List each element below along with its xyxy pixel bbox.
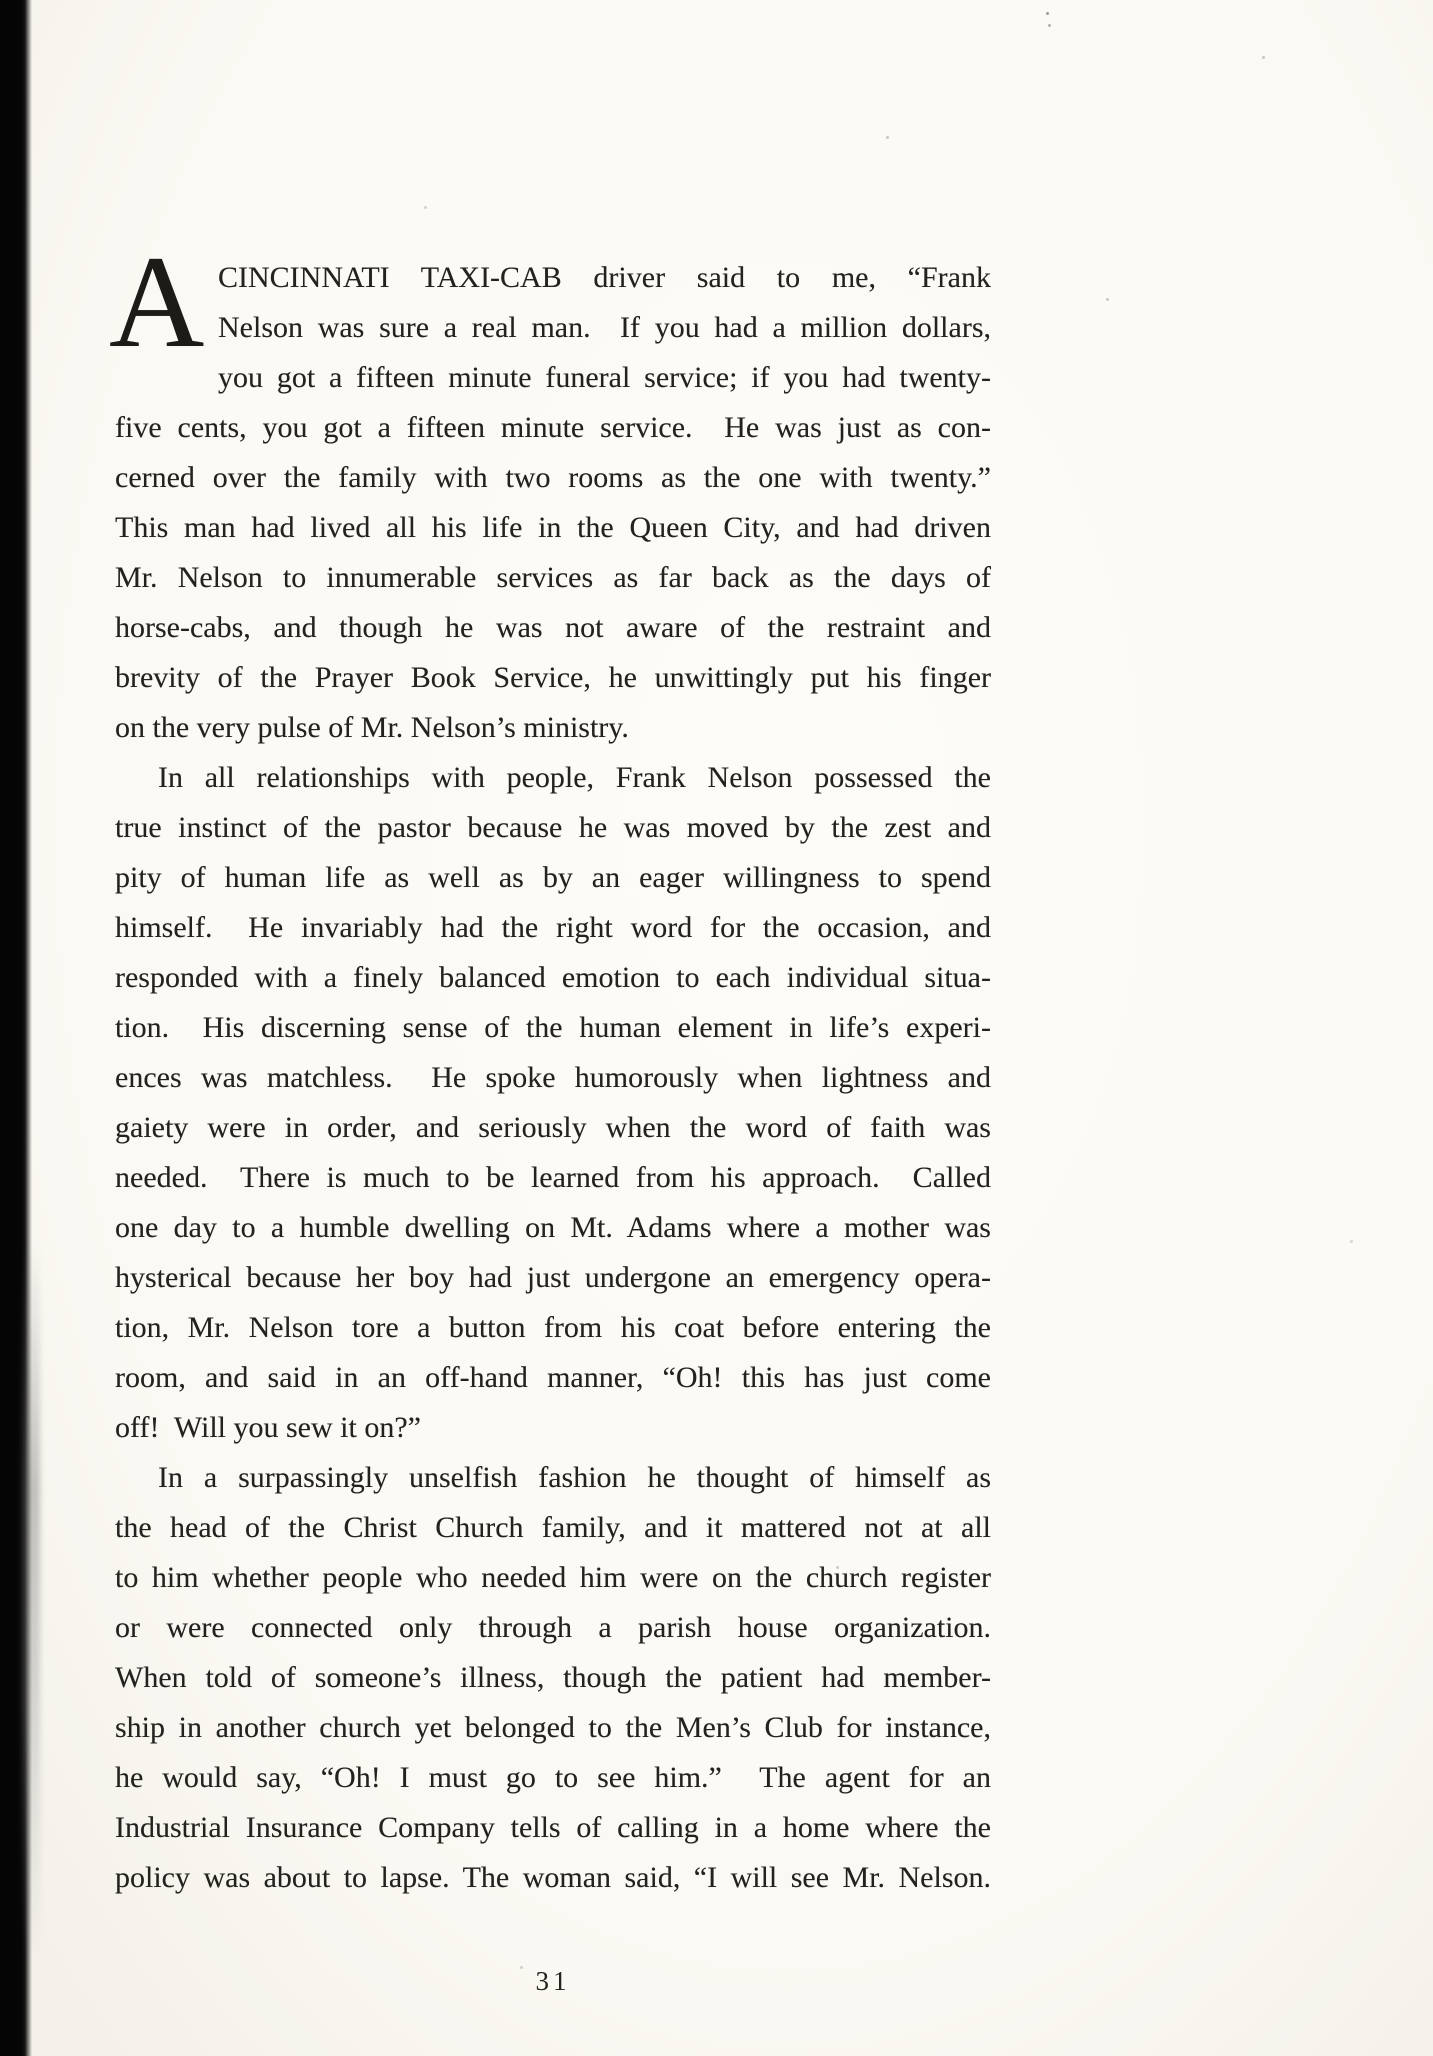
text-line: on the very pulse of Mr. Nelson’s ministry.: [115, 711, 629, 744]
paragraph: [115, 253, 991, 753]
paragraph: [115, 753, 991, 1453]
page-number: 31: [535, 1966, 571, 1996]
drop-cap-letter: A: [109, 228, 205, 375]
text-line: needed. There is much to be learned from his approach. Called: [115, 1161, 991, 1194]
text-line: Mr. Nelson to innumerable services as far back as the days of: [115, 561, 991, 594]
text-line: five cents, you got a fifteen minute service. He was just as con-: [115, 411, 991, 444]
text-line: In all relationships with people, Frank Nelson possessed the: [158, 761, 991, 794]
text-line: brevity of the Prayer Book Service, he unwittingly put his finger: [115, 661, 991, 694]
text-line: to him whether people who needed him were on the church register: [115, 1561, 991, 1594]
text-line: policy was about to lapse. The woman said, “I will see Mr. Nelson.: [115, 1861, 991, 1894]
text-line: room, and said in an off-hand manner, “Oh! this has just come: [115, 1361, 991, 1394]
text-line: one day to a humble dwelling on Mt. Adams where a mother was: [115, 1211, 991, 1244]
text-line: CINCINNATI TAXI-CAB driver said to me, “Frank: [218, 261, 991, 294]
scan-smudge: [22, 1240, 40, 1960]
text-line: When told of someone’s illness, though the patient had member-: [115, 1661, 991, 1694]
text-line: ship in another church yet belonged to the Men’s Club for instance,: [115, 1711, 991, 1744]
page-text-block: [109, 228, 991, 1903]
text-line: This man had lived all his life in the Queen City, and had driven: [115, 511, 991, 544]
text-line: In a surpassingly unselfish fashion he thought of himself as: [158, 1461, 991, 1494]
text-line: pity of human life as well as by an eager willingness to spend: [115, 861, 991, 894]
text-line: responded with a finely balanced emotion to each individual situa-: [115, 961, 991, 994]
text-line: himself. He invariably had the right word for the occasion, and: [115, 911, 991, 944]
text-line: true instinct of the pastor because he was moved by the zest and: [115, 811, 991, 844]
text-line: tion. His discerning sense of the human element in life’s experi-: [115, 1011, 991, 1044]
text-line: gaiety were in order, and seriously when the word of faith was: [115, 1111, 991, 1144]
text-line: he would say, “Oh! I must go to see him.” The agent for an: [115, 1761, 991, 1794]
text-line: hysterical because her boy had just undergone an emergency opera-: [115, 1261, 991, 1294]
text-line: tion, Mr. Nelson tore a button from his coat before entering the: [115, 1311, 991, 1344]
text-line: Industrial Insurance Company tells of calling in a home where the: [115, 1811, 991, 1844]
text-line: off! Will you sew it on?”: [115, 1411, 421, 1444]
paragraph: [115, 1453, 991, 1903]
text-line: cerned over the family with two rooms as the one with twenty.”: [115, 461, 991, 494]
text-line: Nelson was sure a real man. If you had a million dollars,: [218, 311, 991, 344]
text-line: ences was matchless. He spoke humorously when lightness and: [115, 1061, 991, 1094]
text-line: or were connected only through a parish house organization.: [115, 1611, 991, 1644]
text-line: you got a fifteen minute funeral service; if you had twenty-: [218, 361, 991, 394]
text-line: horse-cabs, and though he was not aware of the restraint and: [115, 611, 991, 644]
text-line: the head of the Christ Church family, and it mattered not at all: [115, 1511, 991, 1544]
